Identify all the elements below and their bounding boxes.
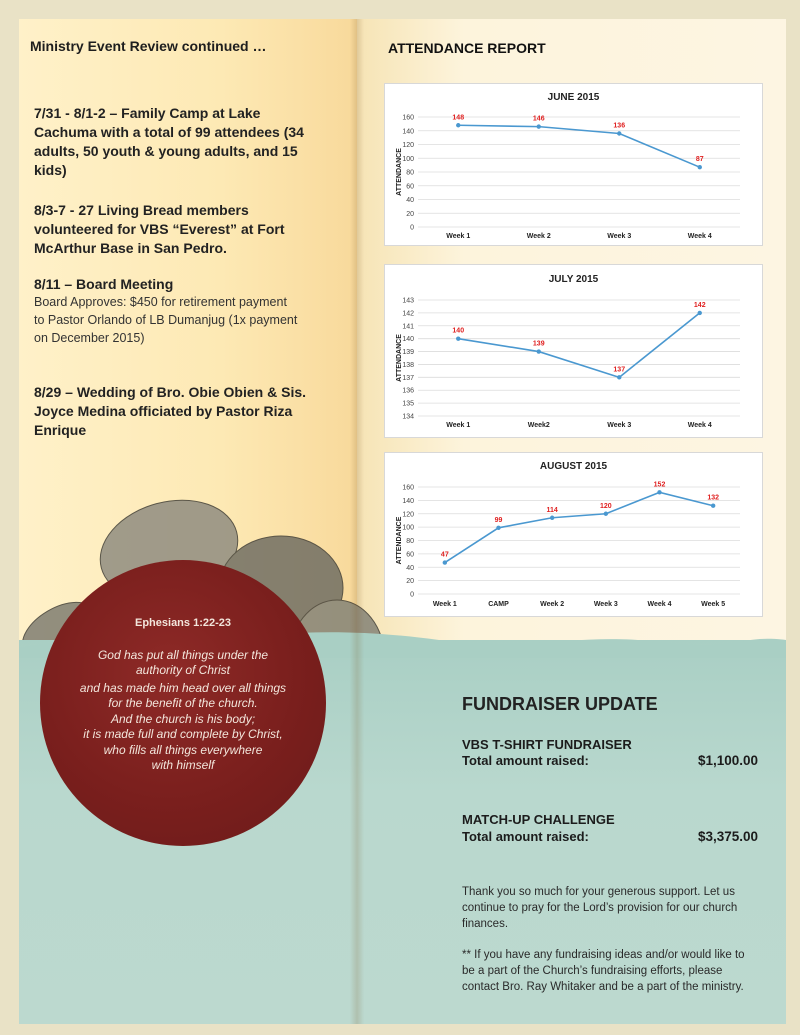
y-tick-label: 60: [406, 551, 414, 559]
verse-line: who fills all things everywhere: [103, 743, 263, 757]
y-tick-label: 160: [402, 114, 414, 122]
event-line: to Pastor Orlando of LB Dumanjug (1x payment: [34, 313, 298, 327]
data-label: 148: [452, 114, 465, 122]
y-tick-label: 134: [402, 413, 414, 421]
y-tick-label: 20: [406, 578, 414, 586]
chart-title: JUNE 2015: [547, 92, 600, 103]
data-label: 142: [693, 301, 706, 309]
data-point: [443, 560, 447, 564]
chart-july: [384, 264, 763, 438]
data-point: [456, 123, 460, 127]
y-tick-label: 40: [406, 197, 414, 204]
verse-line: And the church is his body;: [110, 712, 256, 726]
event-vbs: [34, 201, 326, 258]
x-tick-label: Week 3: [607, 422, 632, 429]
verse-line: for the benefit of the church.: [108, 696, 258, 710]
x-tick-label: Week 1: [446, 233, 471, 240]
y-tick-label: 136: [402, 387, 414, 395]
vbs-total-amount: $1,100.00: [697, 753, 758, 768]
event-line: Joyce Medina officiated by Pastor Riza: [34, 403, 293, 419]
data-point: [537, 124, 541, 128]
y-tick-label: 0: [410, 591, 414, 599]
text-line: Thank you so much for your generous support. Let us: [462, 886, 735, 898]
data-point: [537, 349, 541, 353]
x-tick-label: Week 4: [687, 422, 712, 429]
fundraising-note: [462, 947, 762, 995]
event-line: kids): [34, 162, 67, 178]
y-tick-label: 140: [402, 336, 414, 344]
event-family-camp: [34, 104, 326, 180]
data-label: 152: [653, 481, 666, 489]
y-tick-label: 140: [402, 128, 414, 136]
data-label: 114: [546, 506, 558, 514]
verse-line: with himself: [151, 758, 215, 772]
event-wedding: [34, 383, 326, 440]
x-tick-label: Week2: [527, 422, 550, 429]
x-tick-label: CAMP: [488, 601, 509, 608]
y-tick-label: 143: [402, 297, 414, 305]
text-line: ** If you have any fundraising ideas and/or would like to: [462, 949, 745, 961]
x-tick-label: Week 5: [701, 601, 726, 608]
event-line: Cachuma with a total of 99 attendees (34: [34, 124, 304, 140]
chart-august: [384, 452, 763, 617]
chart-june: [384, 83, 763, 246]
event-line: 8/29 – Wedding of Bro. Obie Obien & Sis.: [34, 384, 307, 400]
x-tick-label: Week 2: [540, 601, 565, 608]
event-line: McArthur Base in San Pedro.: [34, 240, 227, 256]
data-point: [657, 490, 661, 494]
y-axis-label: ATTENDANCE: [396, 516, 403, 565]
series-line: [458, 313, 700, 377]
event-line: 7/31 - 8/1-2 – Family Camp at Lake: [34, 105, 261, 121]
text-line: contact Bro. Ray Whitaker and be a part of the ministry.: [462, 981, 744, 993]
june-chart-svg: [385, 84, 762, 245]
y-tick-label: 135: [402, 400, 414, 408]
july-chart-svg: [385, 265, 762, 437]
data-point: [550, 516, 554, 520]
x-tick-label: Week 1: [432, 601, 457, 608]
y-tick-label: 141: [402, 323, 414, 331]
y-tick-label: 120: [402, 142, 414, 149]
data-point: [617, 131, 621, 135]
y-tick-label: 120: [402, 511, 414, 519]
event-board-meeting-title: 8/11 – Board Meeting: [34, 276, 174, 292]
data-point: [496, 526, 500, 530]
thank-you-text: [462, 884, 762, 932]
verse-line: authority of Christ: [135, 663, 231, 677]
y-tick-label: 137: [402, 374, 414, 382]
y-tick-label: 142: [402, 310, 414, 318]
y-tick-label: 100: [402, 524, 414, 532]
text-line: continue to pray for the Lord’s provision for our church: [462, 902, 738, 914]
data-point: [711, 504, 715, 508]
data-label: 136: [613, 122, 626, 130]
x-tick-label: Week 1: [446, 422, 471, 429]
chart-title: JULY 2015: [548, 274, 599, 285]
data-label: 87: [695, 156, 704, 164]
page-fold: [350, 19, 364, 1024]
y-tick-label: 80: [406, 538, 414, 545]
data-label: 132: [707, 494, 720, 502]
ministry-review-heading: Ministry Event Review continued …: [30, 38, 267, 54]
x-tick-label: Week 2: [526, 233, 551, 240]
y-tick-label: 0: [410, 224, 414, 232]
chart-title: AUGUST 2015: [539, 461, 608, 472]
data-label: 47: [440, 551, 449, 559]
fundraiser-title: FUNDRAISER UPDATE: [462, 694, 658, 714]
y-tick-label: 140: [402, 497, 414, 505]
y-axis-label: ATTENDANCE: [396, 334, 403, 382]
data-point: [617, 375, 621, 379]
data-point: [698, 311, 702, 315]
verse-reference: Ephesians 1:22-23: [135, 617, 231, 629]
match-up-name: MATCH-UP CHALLENGE: [462, 812, 615, 827]
series-line: [458, 122, 700, 167]
data-label: 140: [452, 327, 465, 335]
y-axis-label: ATTENDANCE: [396, 148, 403, 196]
data-point: [604, 512, 608, 516]
y-tick-label: 40: [406, 564, 414, 572]
x-tick-label: Week 4: [687, 233, 712, 240]
x-tick-label: Week 4: [647, 601, 672, 608]
event-line: on December 2015): [34, 331, 145, 345]
data-label: 146: [532, 115, 545, 123]
verse-line: it is made full and complete by Christ,: [83, 727, 283, 741]
x-tick-label: Week 3: [593, 601, 618, 608]
y-tick-label: 160: [402, 484, 414, 492]
data-label: 137: [613, 366, 626, 374]
event-line: 8/3-7 - 27 Living Bread members: [34, 202, 249, 218]
text-line: be a part of the Church’s fundraising efforts, please: [462, 965, 723, 977]
event-line: Enrique: [34, 422, 87, 438]
event-line: Board Approves: $450 for retirement payment: [34, 295, 287, 309]
match-up-total-label: Total amount raised:: [462, 829, 589, 844]
y-tick-label: 60: [406, 183, 414, 191]
x-tick-label: Week 3: [607, 233, 632, 240]
attendance-report-title: ATTENDANCE REPORT: [388, 40, 546, 56]
data-label: 139: [532, 340, 545, 348]
verse-line: God has put all things under the: [97, 648, 269, 662]
august-chart-svg: [385, 453, 762, 616]
vbs-fundraiser-name: VBS T-SHIRT FUNDRAISER: [462, 737, 632, 752]
vbs-total-label: Total amount raised:: [462, 753, 589, 768]
y-tick-label: 139: [402, 349, 414, 357]
event-line: adults, 50 youth & young adults, and 15: [34, 143, 298, 159]
y-tick-label: 138: [402, 361, 414, 369]
y-tick-label: 100: [402, 155, 414, 163]
match-up-total-amount: $3,375.00: [697, 829, 758, 844]
event-board-meeting-details: [34, 293, 334, 347]
data-point: [698, 165, 702, 169]
verse-line: and has made him head over all things: [79, 681, 287, 695]
y-tick-label: 80: [406, 169, 414, 177]
event-line: volunteered for VBS “Everest” at Fort: [34, 221, 285, 237]
data-label: 120: [599, 502, 612, 510]
data-point: [456, 336, 460, 340]
y-tick-label: 20: [406, 210, 414, 218]
data-label: 99: [494, 516, 503, 524]
text-line: finances.: [462, 918, 509, 930]
